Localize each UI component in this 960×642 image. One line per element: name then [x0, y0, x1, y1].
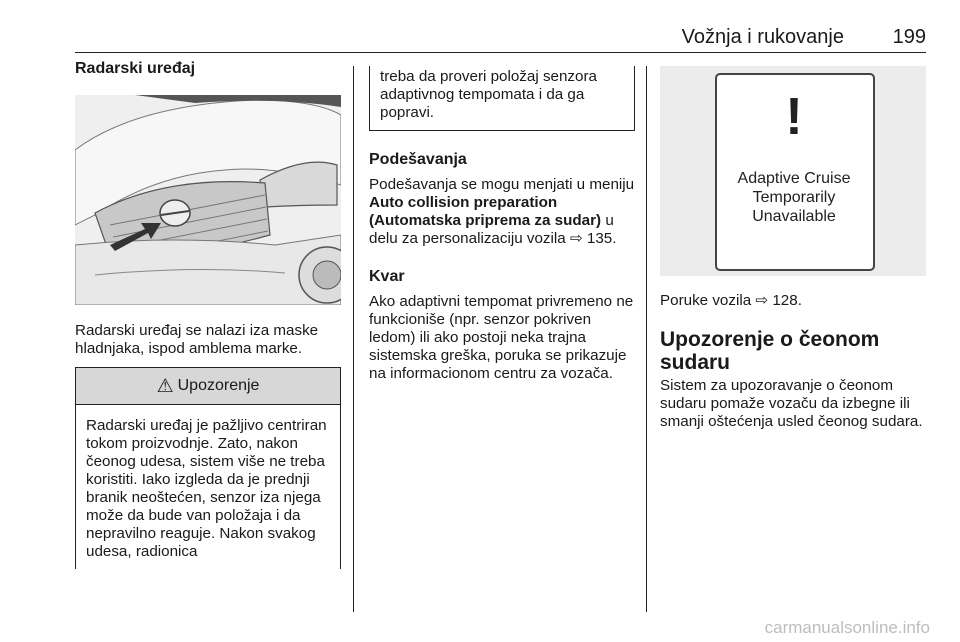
- column-3: [660, 60, 926, 431]
- collision-text: Sistem za upozoravanje o čeonom sudaru pomaže vozaču da izbegne ili smanji oštećenja usled čeonog sudara.: [660, 377, 923, 430]
- radar-description: Radarski uređaj se nalazi iza maske hladnjaka, ispod amblema marke.: [75, 322, 319, 357]
- menu-item-name: Auto collision preparation (Automatska priprema za sudar): [369, 194, 602, 229]
- fault-text: Ako adaptivni tempomat privremeno ne funkcioniše (npr. senzor pokriven ledom) ili ako postoji neka trajna sistemska greška, poruka se prikazuje na informacionom centru za vozača.: [369, 293, 634, 382]
- column-divider-2: [646, 66, 647, 612]
- warning-continued-text: treba da proveri položaj senzora adaptivnog tempomata i da ga popravi.: [380, 68, 597, 121]
- car-front-photo: [75, 95, 341, 305]
- display-line2: Temporarily: [752, 189, 836, 206]
- page-number: 199: [892, 26, 926, 48]
- page-ref-arrow-icon: ⇨: [755, 292, 769, 309]
- display-line1: Adaptive Cruise: [737, 170, 851, 187]
- section-heading-radar: Radarski uređaj: [75, 60, 196, 77]
- page-header: [75, 0, 926, 53]
- driver-info-display: [660, 66, 926, 276]
- page-ref: 135.: [586, 230, 617, 247]
- display-exclamation: !: [785, 88, 803, 146]
- display-line3: Unavailable: [752, 208, 836, 225]
- page-ref-arrow-icon: ⇨: [569, 230, 583, 247]
- warning-title: Upozorenje: [177, 377, 260, 394]
- settings-heading: Podešavanja: [369, 151, 467, 168]
- warning-box: [75, 367, 341, 569]
- column-1: [75, 60, 341, 569]
- settings-text: Podešavanja se mogu menjati u meniju Auto collision preparation (Automatska priprema za sudar) u delu za personalizaciju vozila ⇨ 135.: [369, 176, 635, 247]
- column-divider-1: [353, 66, 354, 612]
- chapter-title: Vožnja i rukovanje: [681, 26, 844, 48]
- warning-text: Radarski uređaj je pažljivo centriran tokom proizvodnje. Zato, nakon čeonog udesa, sistem više ne treba koristiti. Iako izgleda da je prednji branik neoštećen, senzor iza njega može da bude van položaja i da nepravilno reaguje. Nakon svakog udesa, radionica: [86, 417, 327, 560]
- fault-heading: Kvar: [369, 268, 405, 285]
- watermark: carmanualsonline.info: [764, 618, 930, 637]
- collision-heading: Upozorenje o čeonom sudaru: [660, 328, 880, 374]
- column-2: [369, 66, 635, 383]
- messages-text: Poruke vozila ⇨ 128.: [660, 292, 802, 309]
- warning-box-continued: [369, 66, 635, 131]
- page-ref: 128.: [772, 292, 802, 309]
- warning-triangle-icon: ⚠: [156, 375, 174, 397]
- warning-header: [76, 367, 340, 405]
